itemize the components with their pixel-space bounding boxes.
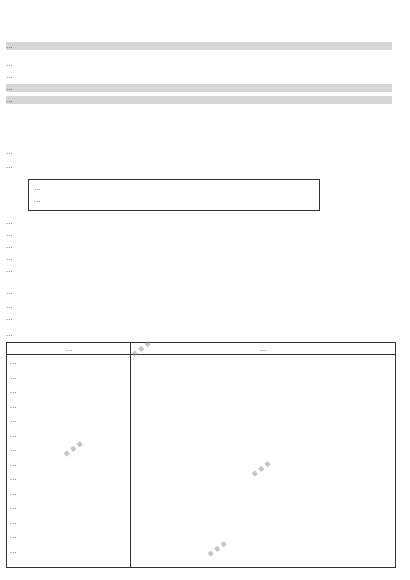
table-row: …	[10, 401, 17, 410]
table-row: …	[10, 416, 17, 424]
table-row: …	[10, 445, 17, 453]
section-text: …	[6, 314, 13, 322]
table-row: …	[10, 372, 17, 381]
table-row: …	[10, 532, 17, 540]
table-row: …	[10, 546, 17, 555]
watermark-text: …	[196, 525, 233, 563]
watermark-text: …	[240, 445, 277, 483]
table-row: …	[10, 387, 17, 395]
table-row: …	[10, 358, 17, 366]
watermark-text: …	[52, 425, 89, 463]
table-row: …	[10, 430, 17, 439]
section-title: …	[6, 218, 13, 226]
table-col2-header: …	[259, 345, 267, 353]
assignment-line: …	[6, 96, 392, 104]
section-title: …	[6, 288, 13, 296]
theme-line: …	[34, 184, 41, 192]
table-row: …	[10, 517, 17, 526]
table-col1-header: …	[65, 345, 73, 353]
section-title: …	[6, 330, 13, 338]
section-text: …	[6, 242, 13, 250]
section-text: …	[6, 266, 13, 274]
table-header-divider	[6, 354, 396, 355]
table-row: …	[10, 488, 17, 497]
table-row: …	[10, 474, 17, 482]
assignment-line: …	[6, 60, 13, 68]
assignment-line: …	[6, 84, 392, 92]
table-row: …	[10, 459, 17, 468]
section-text: …	[6, 254, 13, 262]
section-text: …	[6, 302, 13, 310]
theme-line: …	[34, 196, 41, 204]
section-title: …	[6, 230, 13, 238]
word-count: …	[6, 148, 13, 156]
report-heading: …	[6, 162, 13, 170]
table-row: …	[10, 503, 17, 511]
assignment-line: …	[6, 72, 13, 80]
watermark-text: …	[120, 325, 157, 363]
assignment-line: …	[6, 42, 392, 50]
